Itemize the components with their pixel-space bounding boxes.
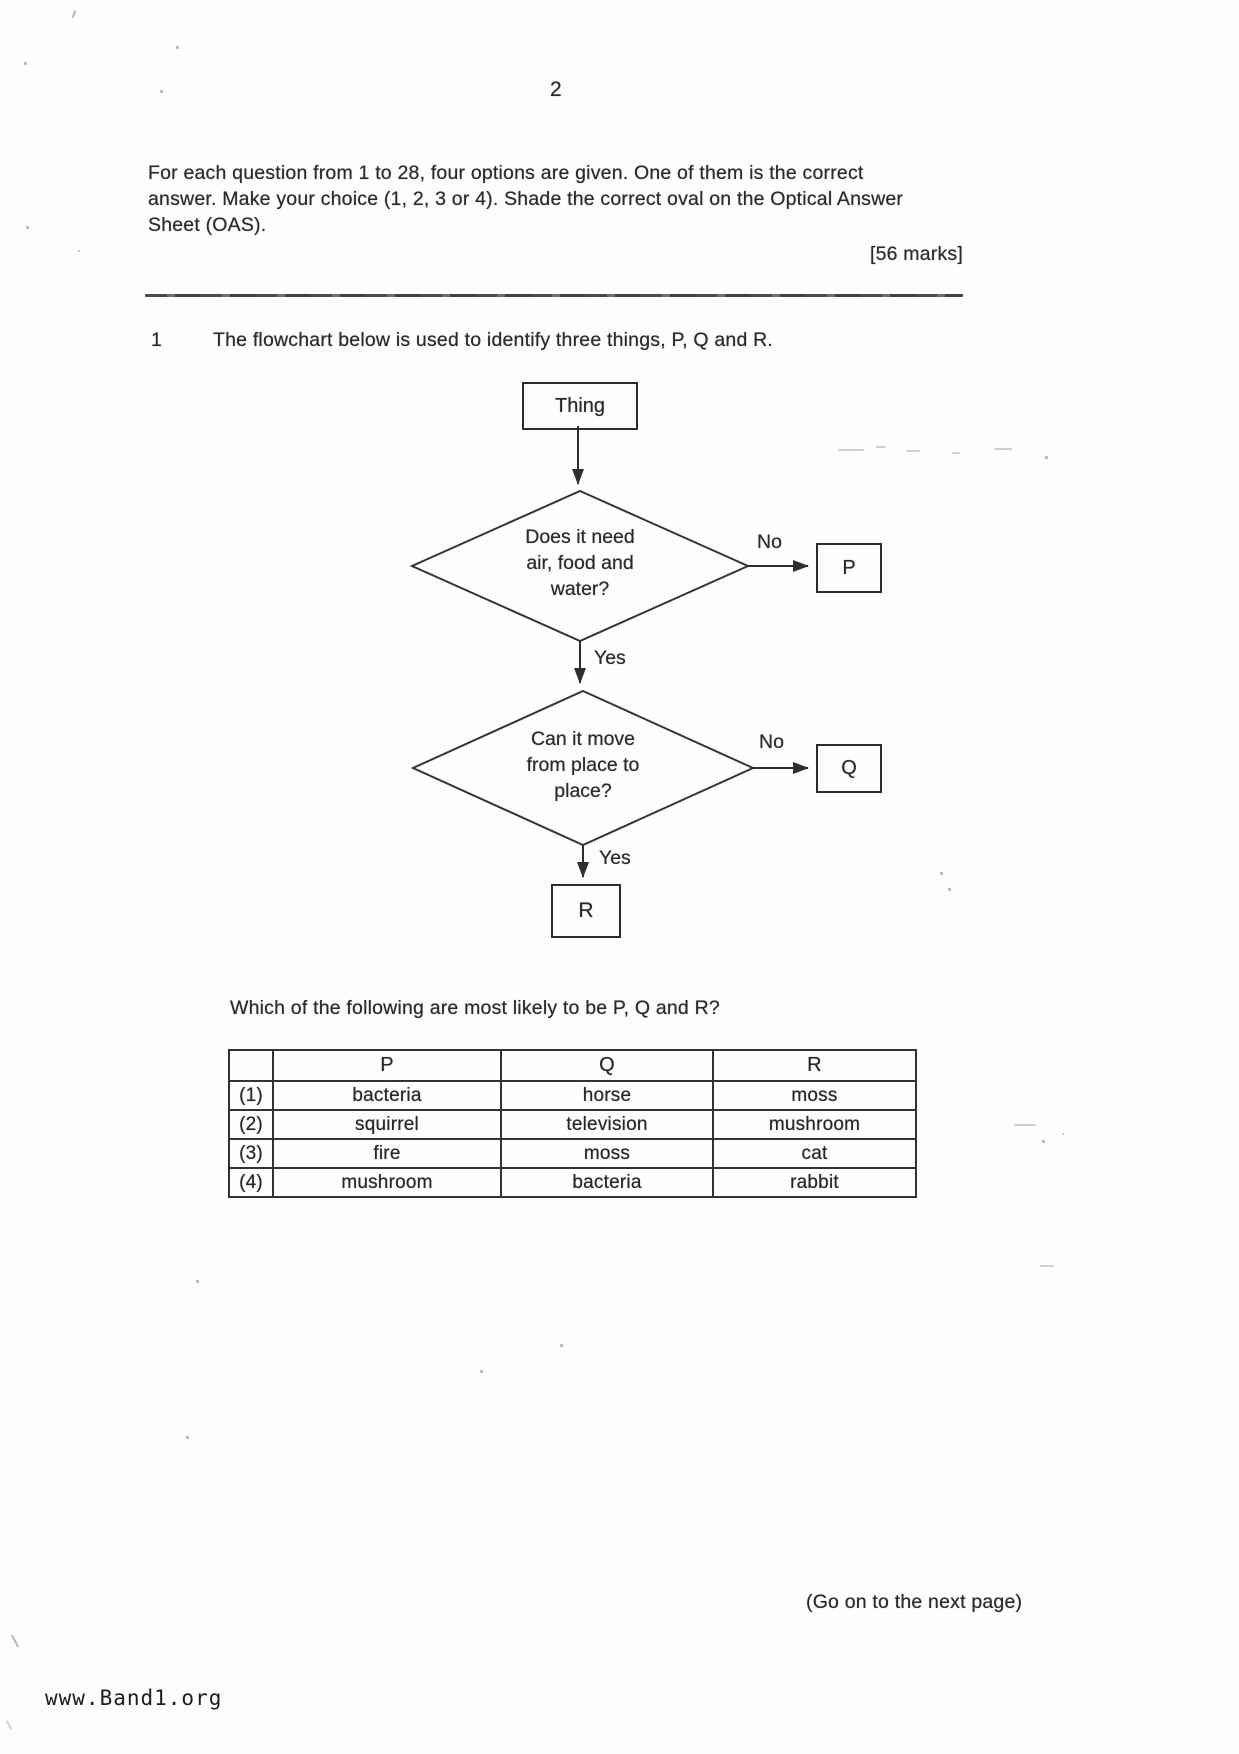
sub-question-text: Which of the following are most likely to be P, Q and R?: [230, 997, 720, 1019]
scan-artifact: [24, 62, 27, 65]
table-row: [229, 1139, 916, 1168]
scan-artifact: [948, 888, 951, 891]
question-text: The flowchart below is used to identify three things, P, Q and R.: [213, 329, 774, 351]
marks-total: [56 marks]: [869, 243, 963, 265]
flowchart-result-p: P: [816, 543, 882, 593]
flowchart-result-r: R: [551, 884, 621, 938]
decision1-text: [460, 524, 700, 602]
scan-artifact: [1042, 1140, 1045, 1143]
cell-r: cat: [713, 1139, 916, 1168]
cell-p: bacteria: [273, 1081, 501, 1110]
option-label: (4): [229, 1168, 273, 1197]
header-option: [229, 1050, 273, 1081]
table-row: [229, 1081, 916, 1110]
scan-artifact: [952, 452, 960, 454]
scan-artifact: [196, 1280, 199, 1283]
header-r: R: [713, 1050, 916, 1081]
scan-artifact: [6, 1720, 13, 1730]
option-label: (2): [229, 1110, 273, 1139]
option-label: (1): [229, 1081, 273, 1110]
scan-artifact: [1062, 1133, 1064, 1135]
instructions-line: answer. Make your choice (1, 2, 3 or 4). Shade the correct oval on the Optical Answer: [148, 188, 904, 210]
instructions-paragraph: [148, 160, 978, 238]
decision1-no-label: No: [757, 531, 782, 553]
scan-artifact: [160, 90, 163, 93]
flowchart-result-q: Q: [816, 744, 882, 793]
section-divider: [145, 294, 963, 297]
cell-p: fire: [273, 1139, 501, 1168]
cell-r: mushroom: [713, 1110, 916, 1139]
scan-artifact: [176, 46, 179, 49]
instructions-line: For each question from 1 to 28, four options are given. One of them is the correct: [148, 162, 864, 184]
cell-q: moss: [501, 1139, 713, 1168]
option-label: (3): [229, 1139, 273, 1168]
cell-p: mushroom: [273, 1168, 501, 1197]
flowchart-start-node: Thing: [522, 382, 638, 430]
decision2-yes-label: Yes: [599, 847, 631, 869]
header-q: Q: [501, 1050, 713, 1081]
cell-q: bacteria: [501, 1168, 713, 1197]
page-number: 2: [550, 78, 562, 101]
decision1-line: air, food and: [526, 552, 634, 574]
decision2-text: [463, 726, 703, 804]
decision1-line: water?: [550, 578, 610, 600]
scan-artifact: [876, 446, 886, 448]
cell-r: rabbit: [713, 1168, 916, 1197]
question-number: 1: [151, 329, 163, 351]
scan-artifact: [994, 448, 1012, 450]
instructions-line: Sheet (OAS).: [148, 214, 267, 236]
scan-artifact: [480, 1370, 483, 1373]
decision1-line: Does it need: [525, 526, 635, 548]
scan-artifact: [11, 1634, 19, 1647]
scan-artifact: [72, 10, 77, 18]
scan-artifact: [26, 226, 29, 229]
scan-artifact: [1014, 1124, 1036, 1126]
decision2-line: Can it move: [530, 728, 636, 750]
scan-artifact: [906, 450, 920, 452]
header-p: P: [273, 1050, 501, 1081]
scan-artifact: [560, 1344, 563, 1347]
cell-p: squirrel: [273, 1110, 501, 1139]
table-row: [229, 1168, 916, 1197]
decision2-line: from place to: [526, 754, 640, 776]
scan-artifact: [1040, 1265, 1054, 1267]
scan-artifact: [186, 1436, 189, 1439]
decision1-yes-label: Yes: [594, 647, 626, 669]
scan-artifact: [838, 449, 864, 451]
watermark-url: www.Band1.org: [45, 1686, 223, 1710]
table-row: [229, 1110, 916, 1139]
decision2-line: place?: [554, 780, 612, 802]
scan-artifact: [78, 250, 80, 252]
go-on-note: (Go on to the next page): [806, 1591, 1023, 1613]
cell-q: television: [501, 1110, 713, 1139]
cell-q: horse: [501, 1081, 713, 1110]
cell-r: moss: [713, 1081, 916, 1110]
decision2-no-label: No: [759, 731, 784, 753]
table-header-row: [229, 1050, 916, 1081]
scan-artifact: [940, 872, 943, 875]
options-table: [228, 1049, 917, 1198]
scan-artifact: [1045, 456, 1048, 459]
